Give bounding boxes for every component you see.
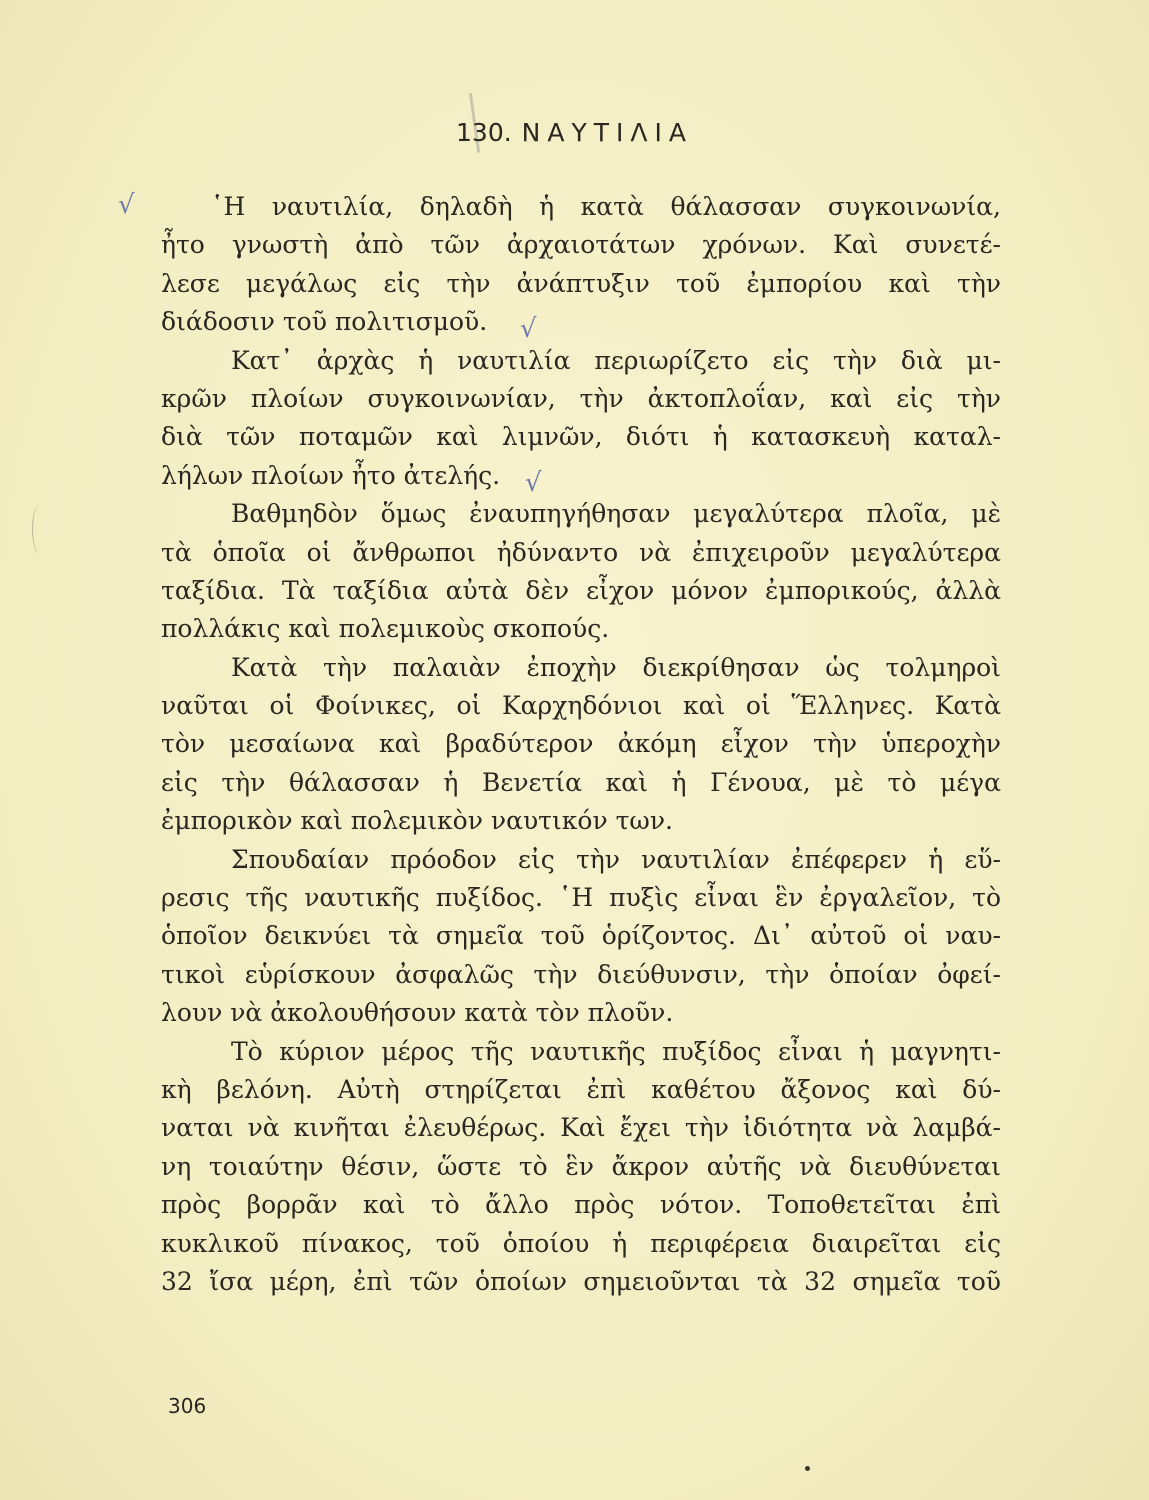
paragraph — [161, 188, 1001, 342]
paragraph — [161, 1033, 1001, 1302]
text-line: λήλων πλοίων ἦτο ἀτελής. — [161, 460, 501, 490]
check-mark-icon: √ — [520, 314, 537, 344]
text-line: Βαθμηδὸν ὅμως ἐναυπηγήθησαν μεγαλύτερα πλοῖα, μὲ — [231, 499, 1001, 529]
text-line: διὰ τῶν ποταμῶν καὶ λιμνῶν, διότι ἡ κατασκευὴ καταλ- — [161, 422, 1001, 452]
text-line: ναται νὰ κινῆται ἐλευθέρως. Καὶ ἔχει τὴν ἰδιότητα νὰ λαμβά- — [161, 1113, 1001, 1143]
paragraph — [161, 841, 1001, 1033]
text-line: νη τοιαύτην θέσιν, ὥστε τὸ ἓν ἄκρον αὐτῆς νὰ διευθύνεται — [161, 1151, 1001, 1181]
body-text — [161, 188, 1001, 1301]
text-line: λουν νὰ ἀκολουθήσουν κατὰ τὸν πλοῦν. — [161, 998, 674, 1028]
text-line: Τὸ κύριον μέρος τῆς ναυτικῆς πυξίδος εἶναι ἡ μαγνητι- — [231, 1036, 1001, 1066]
text-line: ἦτο γνωστὴ ἀπὸ τῶν ἀρχαιοτάτων χρόνων. Καὶ συνετέ- — [161, 230, 1001, 260]
text-line: τὸν μεσαίωνα καὶ βραδύτερον ἀκόμη εἶχον τὴν ὑπεροχὴν — [161, 729, 1001, 759]
text-line: κρῶν πλοίων συγκοινωνίαν, τὴν ἀκτοπλοΐαν, καὶ εἰς τὴν — [161, 383, 1001, 413]
text-line: κυκλικοῦ πίνακος, τοῦ ὁποίου ἡ περιφέρεια διαιρεῖται εἰς — [161, 1228, 1001, 1258]
chapter-number: 130. — [456, 118, 512, 147]
paragraph — [161, 495, 1001, 649]
text-line: Κατὰ τὴν παλαιὰν ἐποχὴν διεκρίθησαν ὡς τολμηροὶ — [231, 652, 1001, 682]
text-line: ὁποῖον δεικνύει τὰ σημεῖα τοῦ ὁρίζοντος. Δι᾽ αὐτοῦ οἱ ναυ- — [161, 921, 1001, 951]
text-line: τὰ ὁποῖα οἱ ἄνθρωποι ἠδύναντο νὰ ἐπιχειροῦν μεγαλύτερα — [161, 537, 1001, 567]
text-line: ρεσις τῆς ναυτικῆς πυξίδος. ῾Η πυξὶς εἶναι ἓν ἐργαλεῖον, τὸ — [161, 883, 1001, 913]
text-line: ῾Η ναυτιλία, δηλαδὴ ἡ κατὰ θάλασσαν συγκοινωνία, — [211, 192, 1001, 221]
text-line: ταξίδια. Τὰ ταξίδια αὐτὰ δὲν εἶχον μόνον ἐμπορικούς, ἀλλὰ — [161, 575, 1001, 605]
text-line: Σπουδαίαν πρόοδον εἰς τὴν ναυτιλίαν ἐπέφερεν ἡ εὕ- — [231, 844, 1001, 874]
text-line: λεσε μεγάλως εἰς τὴν ἀνάπτυξιν τοῦ ἐμπορίου καὶ τὴν — [161, 268, 1001, 298]
text-line: ἐμπορικὸν καὶ πολεμικὸν ναυτικόν των. — [161, 806, 673, 836]
text-line: διάδοσιν τοῦ πολιτισμοῦ. — [161, 307, 488, 337]
text-line: κὴ βελόνη. Αὐτὴ στηρίζεται ἐπὶ καθέτου ἄξονος καὶ δύ- — [161, 1074, 1001, 1104]
text-line: τικοὶ εὑρίσκουν ἀσφαλῶς τὴν διεύθυνσιν, τὴν ὁποίαν ὀφεί- — [161, 959, 1001, 989]
chapter-title: ΝΑΥΤΙΛΙΑ — [521, 118, 693, 147]
paragraph — [161, 342, 1001, 496]
margin-mark — [32, 505, 47, 553]
page-title — [0, 118, 1149, 147]
text-line: 32 ἴσα μέρη, ἐπὶ τῶν ὁποίων σημειοῦνται τὰ 32 σημεῖα τοῦ — [161, 1266, 1001, 1296]
ink-speck — [805, 1466, 810, 1471]
text-line: εἰς τὴν θάλασσαν ἡ Βενετία καὶ ἡ Γένουα, μὲ τὸ μέγα — [161, 767, 1001, 797]
text-line: ναῦται οἱ Φοίνικες, οἱ Καρχηδόνιοι καὶ οἱ Ἕλληνες. Κατὰ — [161, 691, 1001, 721]
paragraph — [161, 649, 1001, 841]
check-mark-icon: √ — [525, 468, 542, 498]
text-line: Κατ᾽ ἀρχὰς ἡ ναυτιλία περιωρίζετο εἰς τὴν διὰ μι- — [231, 345, 1001, 375]
text-line: πρὸς βορρᾶν καὶ τὸ ἄλλο πρὸς νότον. Τοποθετεῖται ἐπὶ — [161, 1190, 1001, 1220]
check-mark-icon: √ — [118, 190, 135, 220]
text-line: πολλάκις καὶ πολεμικοὺς σκοπούς. — [161, 614, 610, 644]
page-folio: 306 — [168, 1394, 207, 1418]
